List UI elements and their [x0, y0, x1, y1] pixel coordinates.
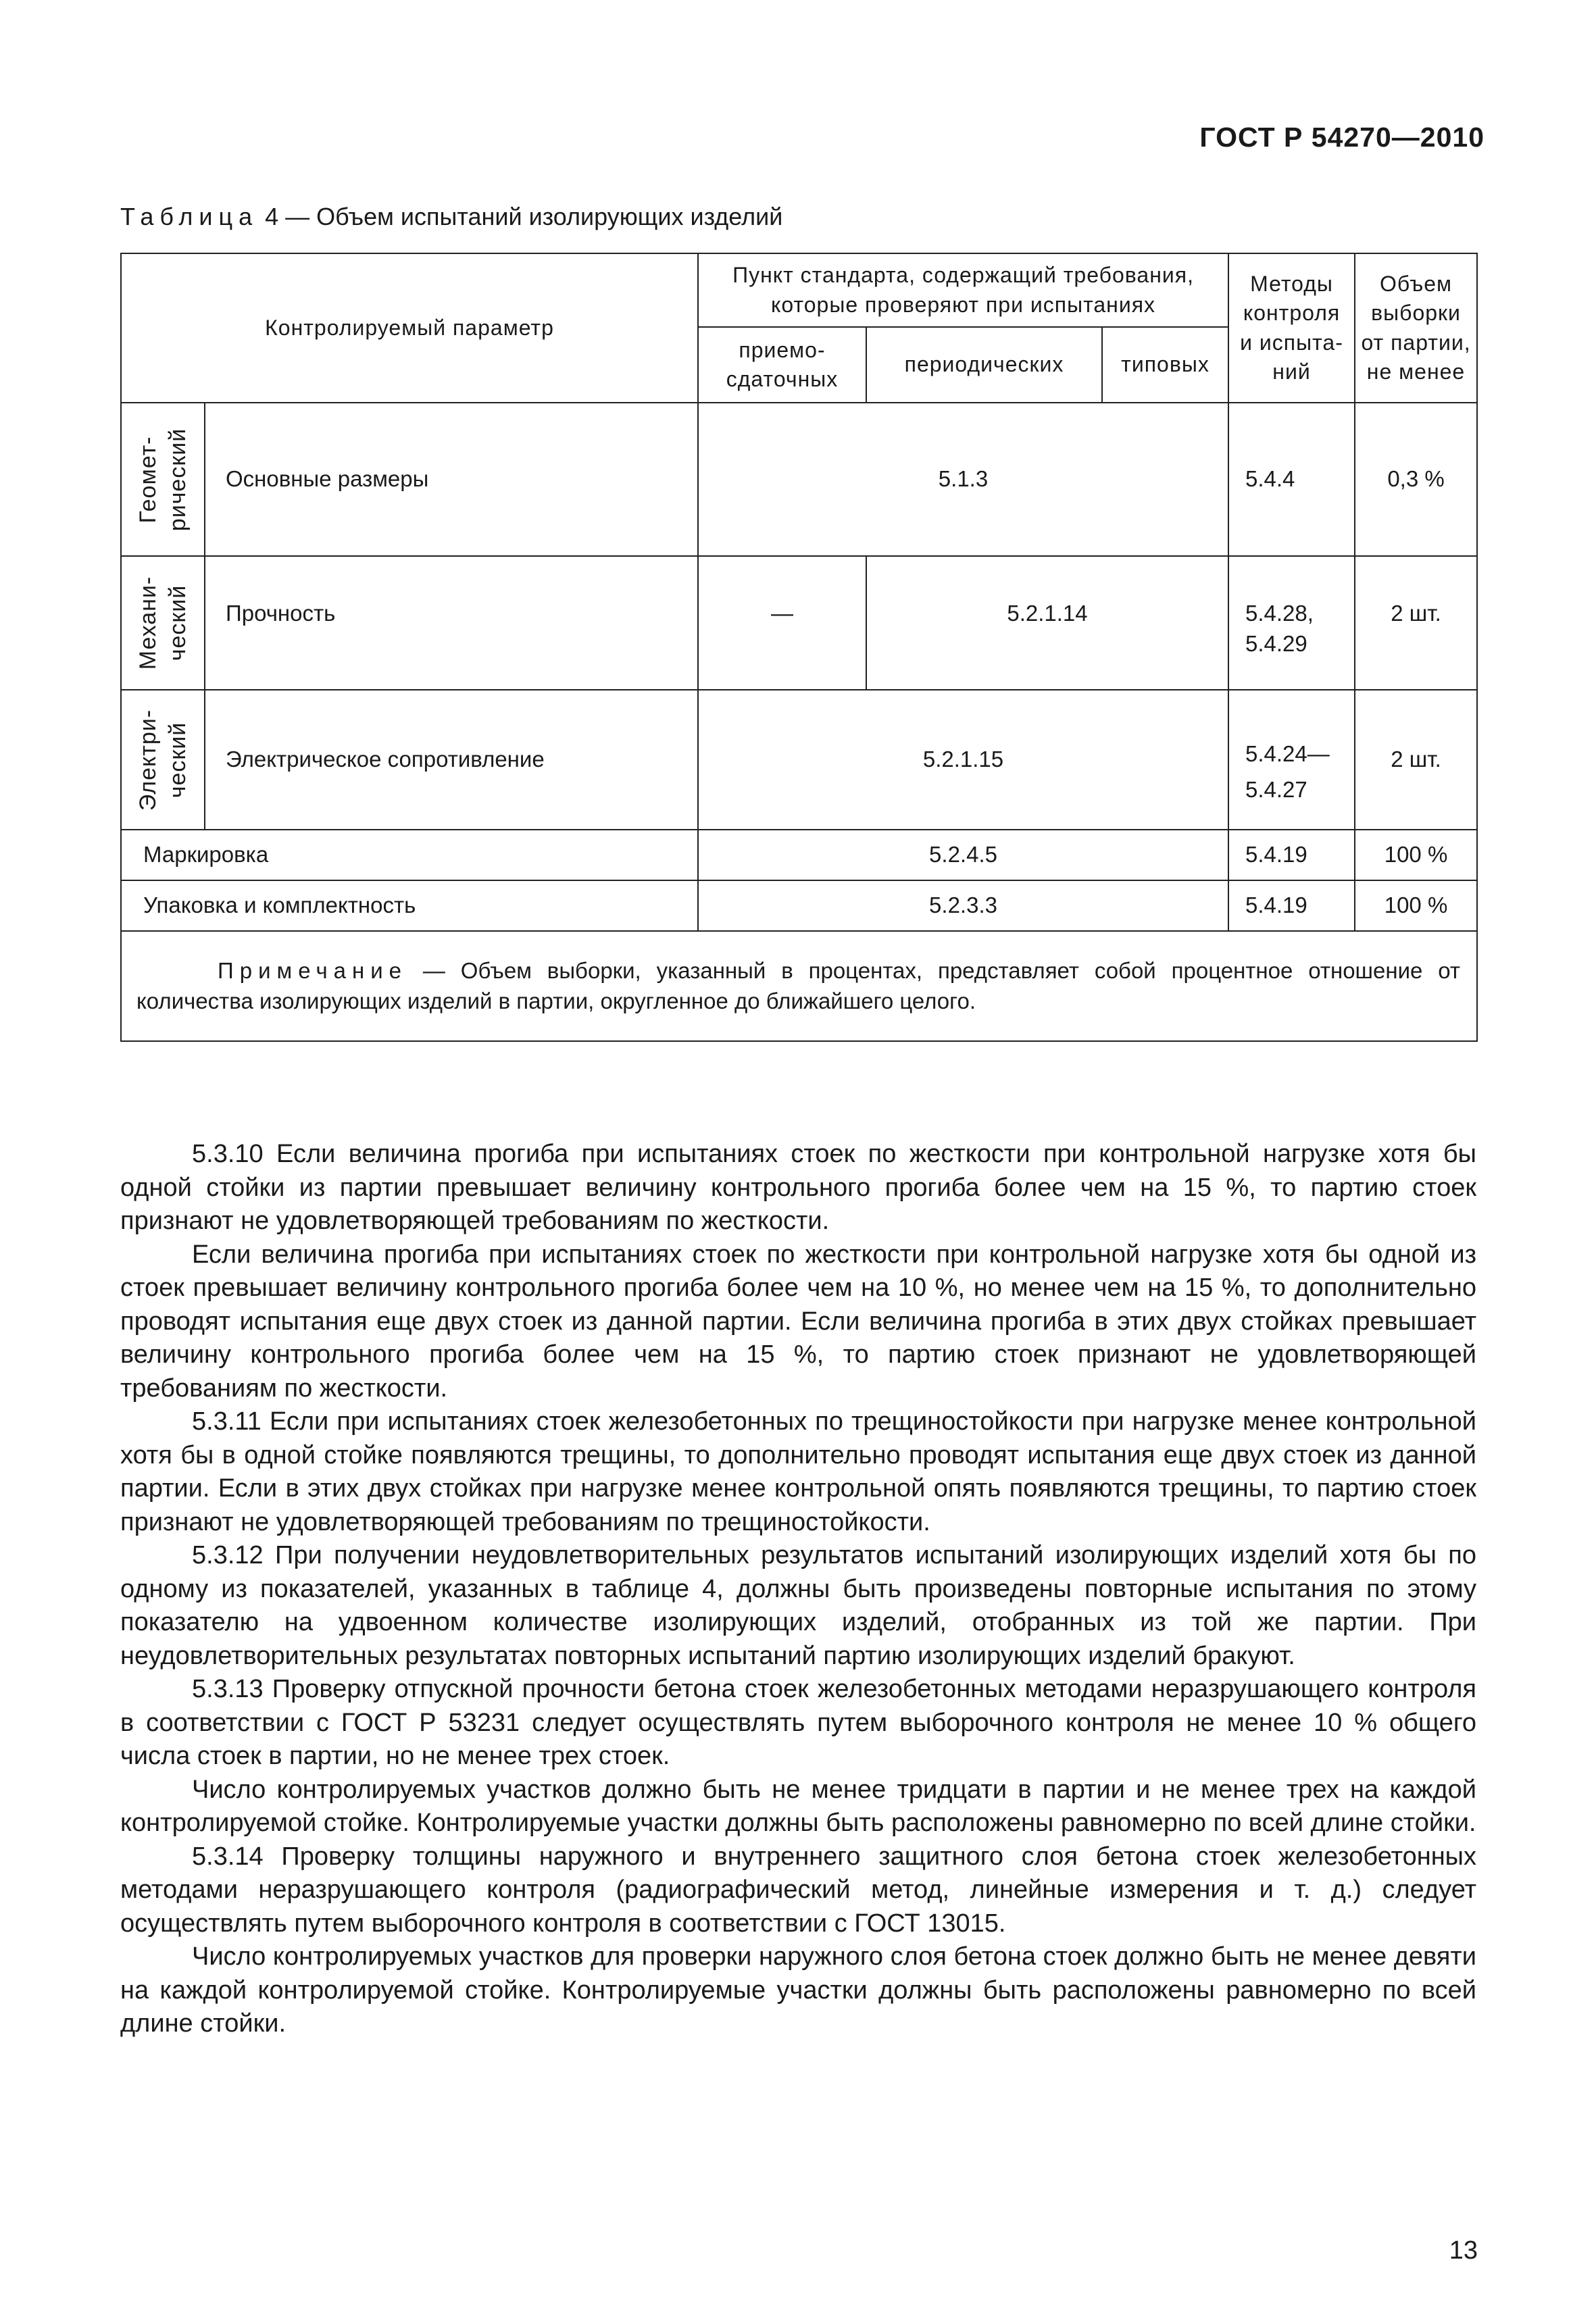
- sample-cell: 100 %: [1355, 880, 1477, 931]
- page-number: 13: [1449, 2236, 1478, 2265]
- clause-cell: 5.2.4.5: [698, 830, 1228, 880]
- table-row: [121, 830, 1477, 880]
- param-cell: Прочность: [205, 556, 698, 690]
- clause-cell: 5.2.3.3: [698, 880, 1228, 931]
- document-code: ГОСТ Р 54270—2010: [1199, 122, 1485, 153]
- sample-cell: 0,3 %: [1355, 403, 1477, 556]
- table-caption: [120, 203, 782, 231]
- method-cell: 5.4.19: [1228, 830, 1355, 880]
- header-type-tests: типовых: [1102, 327, 1228, 403]
- note-text: — Объем выборки, указанный в процентах, представляет собой процентное отношение от количества изолирующих изделий в партии, округленное до ближайшего целого.: [136, 957, 1461, 1013]
- param-cell: Маркировка: [121, 830, 698, 880]
- clause-cell: 5.1.3: [698, 403, 1228, 556]
- tests-scope-table: [120, 253, 1478, 1042]
- method-cell: 5.4.4: [1228, 403, 1355, 556]
- group-label: Механи-ческий: [134, 576, 191, 670]
- paragraph: 5.3.11 Если при испытаниях стоек железобетонных по трещиностойкости при нагрузке менее контрольной хотя бы в одной стойке появляются трещины, то дополнительно проводят испытания еще двух стоек из данной партии. Если в этих двух стойках при нагрузке менее контрольной опять появляются трещины, то партию стоек признают не удовлетворяющей требованиям по трещиностойкости.: [120, 1407, 1476, 1536]
- paragraph: 5.3.10 Если величина прогиба при испытаниях стоек по жесткости при контрольной нагрузке хотя бы одной стойки из партии превышает величину контрольного прогиба более чем на 15 %, то партию стоек признают не удовлетворяющей требованиям по жесткости.: [120, 1140, 1476, 1235]
- method-cell: [1228, 690, 1355, 830]
- param-cell: Электрическое сопротивление: [205, 690, 698, 830]
- table-caption-word: Таблица: [120, 203, 259, 230]
- note-label: Примечание: [218, 957, 408, 983]
- method-text: 5.4.28, 5.4.29: [1245, 601, 1314, 656]
- header-controlled-parameter: Контролируемый параметр: [121, 253, 698, 403]
- method-cell: 5.4.19: [1228, 880, 1355, 931]
- group-cell: [121, 403, 205, 556]
- header-control-methods: Методы контроля и испыта-ний: [1228, 253, 1355, 403]
- clause-cell: 5.2.1.14: [866, 556, 1228, 690]
- table-row: [121, 880, 1477, 931]
- table-row: [121, 403, 1477, 556]
- header-periodic-tests: периодических: [866, 327, 1102, 403]
- table-caption-text: 4 — Объем испытаний изолирующих изделий: [258, 203, 783, 230]
- paragraph: 5.3.14 Проверку толщины наружного и внутреннего защитного слоя бетона стоек железобетонных методами неразрушающего контроля (радиографический метод, линейные измерения и т. д.) следует осуществлять путем выборочного контроля в соответствии с ГОСТ 13015.: [120, 1842, 1476, 1938]
- clause-acceptance-cell: —: [698, 556, 866, 690]
- sample-cell: 2 шт.: [1355, 690, 1477, 830]
- method-cell: [1228, 556, 1355, 690]
- paragraph: Если величина прогиба при испытаниях стоек по жесткости при контрольной нагрузке хотя бы одной из стоек превышает величину контрольного прогиба более чем на 10 %, но менее чем на 15 %, то дополнительно проводят испытания еще двух стоек из данной партии. Если величина прогиба в этих двух стойках превышает величину контрольного прогиба более чем на 15 %, то партию стоек признают не удовлетворяющей требованиям по жесткости.: [120, 1240, 1476, 1403]
- param-cell: Упаковка и комплектность: [121, 880, 698, 931]
- group-cell: [121, 690, 205, 830]
- header-standard-clause: Пункт стандарта, содержащий требования, которые проверяют при испытаниях: [698, 253, 1228, 327]
- group-label: Электри-ческий: [134, 709, 191, 811]
- body-text: [120, 1138, 1476, 2041]
- param-cell: Основные размеры: [205, 403, 698, 556]
- paragraph: 5.3.13 Проверку отпускной прочности бетона стоек железобетонных методами неразрушающего контроля в соответствии с ГОСТ Р 53231 следует осуществлять путем выборочного контроля не менее 10 % общего числа стоек в партии, но не менее трех стоек.: [120, 1675, 1476, 1770]
- method-text: 5.4.24— 5.4.27: [1245, 740, 1330, 802]
- paragraph: Число контролируемых участков для проверки наружного слоя бетона стоек должно быть не менее девяти на каждой контролируемой стойке. Контролируемые участки должны быть расположены равномерно по всей длине стойки.: [120, 1942, 1476, 2038]
- sample-cell: 2 шт.: [1355, 556, 1477, 690]
- paragraph: Число контролируемых участков должно быть не менее тридцати в партии и не менее трех на каждой контролируемой стойке. Контролируемые участки должны быть расположены равномерно по всей длине стойки.: [120, 1775, 1476, 1837]
- group-cell: [121, 556, 205, 690]
- table-row: [121, 556, 1477, 690]
- table-row: [121, 690, 1477, 830]
- clause-cell: 5.2.1.15: [698, 690, 1228, 830]
- header-acceptance-tests: приемо-сдаточных: [698, 327, 866, 403]
- table-note: [121, 931, 1477, 1041]
- header-sample-size: Объем выборки от партии, не менее: [1355, 253, 1477, 403]
- paragraph: 5.3.12 При получении неудовлетворительных результатов испытаний изолирующих изделий хотя бы по одному из показателей, указанных в таблице 4, должны быть произведены повторные испытания по этому показателю на удвоенном количестве изолирующих изделий, отобранных из той же партии. При неудовлетворительных результатах повторных испытаний партию изолирующих изделий бракуют.: [120, 1541, 1476, 1670]
- group-label: Геомет-рический: [134, 428, 191, 531]
- sample-cell: 100 %: [1355, 830, 1477, 880]
